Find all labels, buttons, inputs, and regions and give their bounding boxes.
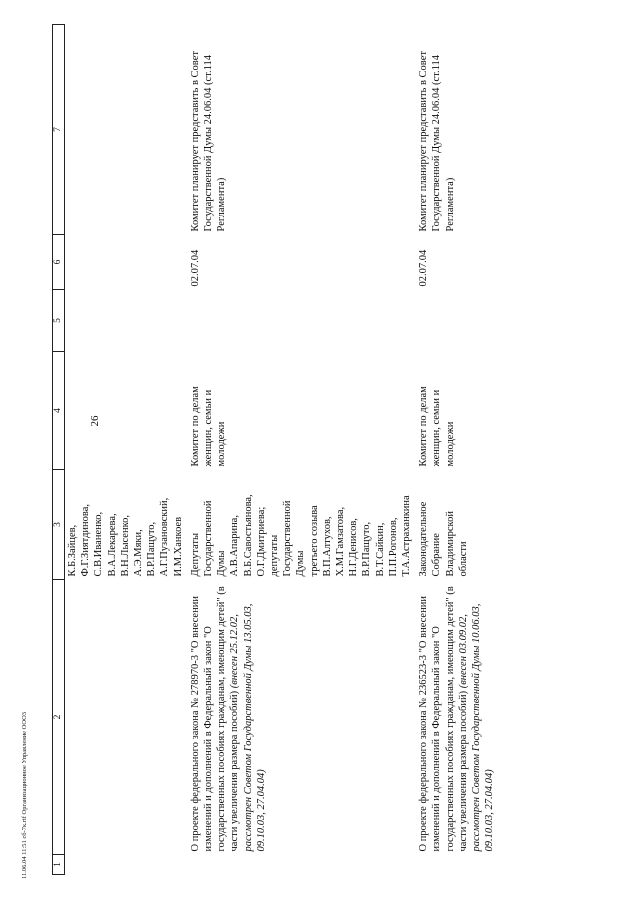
bill-description: О проекте федерального закона № 278970-3 "О внесении изменений и дополнений в Федеральный закон "О государственных пособиях гражданам, имеющим детей" (в части увеличения размера пособий) (внесен 25.12.02, рассмотрен Советом Государственной Думы 13.05.03, 09.10.03, 27.04.04) <box>189 586 267 852</box>
responsible-committee: Комитет по делам женщин, семьи и молодежи <box>189 386 228 467</box>
page-number: 26 <box>89 415 101 427</box>
bill-sponsors: Депутаты Государственной Думы А.В.Апарина, В.Б.Савостьянова, О.Г.Дмитриева; депутаты Государственной Думы третьего созыва В.П.Алтухов, Х.М.Гамзатова, Н.Г.Денисов, В.Р.Пащуто, В.Т.Сайкин, П.П.Рогонов, Т.А.Астраханкина <box>189 494 413 577</box>
bill-sponsors: Законодательное Собрание Владимирской области <box>418 501 469 577</box>
header-col-2: 2 <box>53 580 65 855</box>
col5-cell <box>415 290 594 352</box>
header-col-5: 5 <box>53 290 65 352</box>
date-cell: 02.07.04 <box>418 249 430 287</box>
header-col-3: 3 <box>53 470 65 580</box>
header-row <box>53 25 65 875</box>
header-col-1: 1 <box>53 855 65 875</box>
header-col-6: 6 <box>53 235 65 290</box>
table-row <box>187 25 415 875</box>
bill-description: О проекте федерального закона № 236523-3 "О внесении изменений и дополнений в Федеральный закон "О государственных пособиях гражданам, имеющим детей" (в части увеличения размера пособий) (внесен 03.09.02, рассмотрен Советом Государственной Думы 10.06.03, 09.10.03, 27.04.04) <box>418 586 496 852</box>
rotated-table-area <box>52 25 587 875</box>
status-note: Комитет планирует представить в Совет Государственной Думы 24.06.04 (ст.114 Регламента) <box>418 51 456 232</box>
document-footer: 11.06.04 11:51 сб-7к.rtf Организационное Управление ООО3 <box>21 711 28 879</box>
col5-cell <box>187 290 415 352</box>
header-col-7: 7 <box>53 25 65 235</box>
bills-table <box>52 24 594 875</box>
table-row <box>65 25 187 875</box>
sponsors-continuation: К.Б.Зайцев, Ф.Г.Зиятдинова, С.В.Иваненко, В.А.Лекарева, В.Н.Лысенко, А.Э.Мяки, В.Р.Пащуто, А.Г.Пузановский, И.М.Ханкоев <box>67 497 184 577</box>
status-note: Комитет планирует представить в Совет Государственной Думы 24.06.04 (ст.114 Регламента) <box>189 51 228 232</box>
table-row <box>415 25 594 875</box>
date-cell: 02.07.04 <box>189 249 201 287</box>
header-col-4: 4 <box>53 352 65 470</box>
responsible-committee: Комитет по делам женщин, семьи и молодежи <box>418 386 456 467</box>
